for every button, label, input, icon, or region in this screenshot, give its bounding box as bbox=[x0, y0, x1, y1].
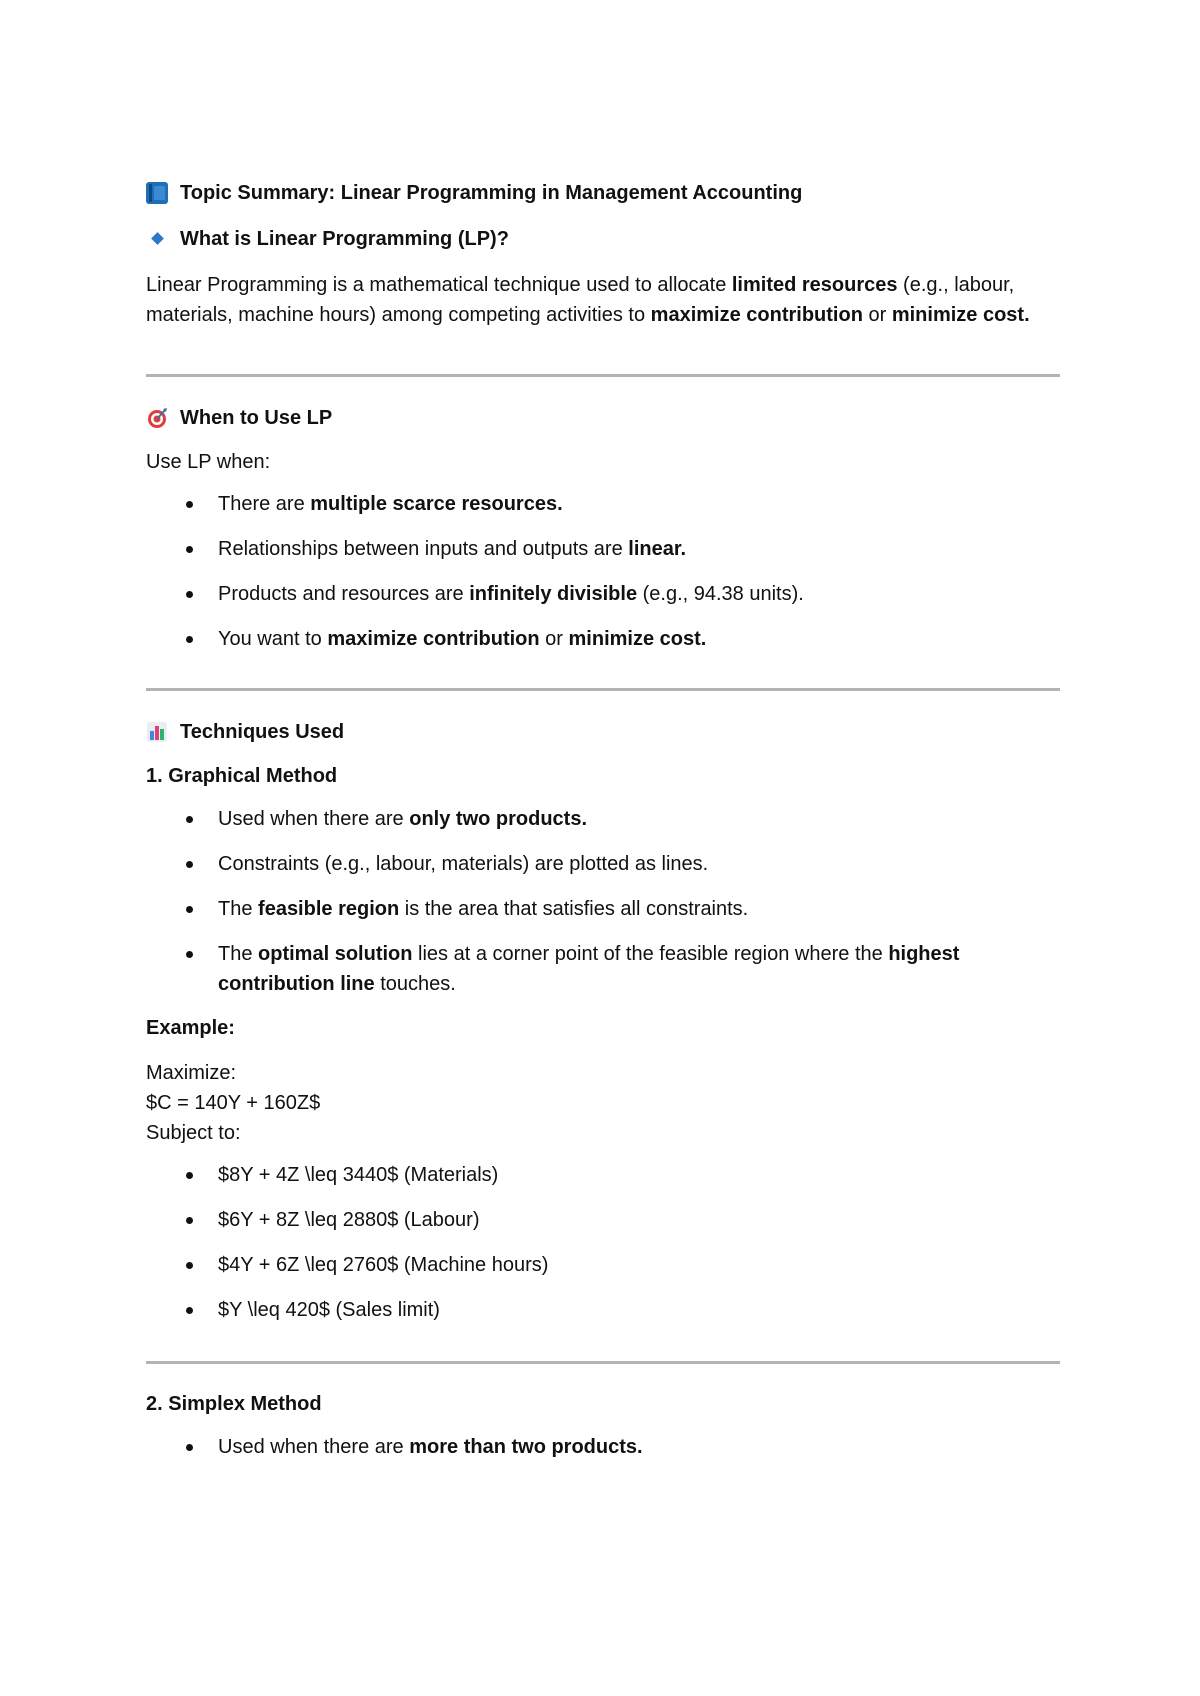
constraint-item bbox=[146, 1205, 1060, 1235]
constraint-text: $Y \leq 420$ (Sales limit) bbox=[218, 1299, 440, 1321]
what-is-heading bbox=[146, 224, 1060, 254]
list-item bbox=[146, 624, 1060, 654]
item-bold: feasible region bbox=[258, 898, 400, 920]
list-item bbox=[146, 804, 1060, 834]
list-item bbox=[146, 1432, 1060, 1462]
list-item bbox=[146, 489, 1060, 519]
title-text: Topic Summary: Linear Programming in Management Accounting bbox=[180, 182, 803, 204]
item-bold: linear. bbox=[628, 538, 687, 560]
when-heading bbox=[146, 403, 1060, 433]
section-divider bbox=[146, 1361, 1060, 1364]
item-text-mid: lies at a corner point of the feasible region where the bbox=[412, 943, 889, 965]
item-bold: maximize contribution bbox=[327, 628, 540, 650]
bullet-dot bbox=[186, 1307, 193, 1314]
diamond-icon bbox=[146, 228, 168, 250]
bullet-dot bbox=[186, 861, 193, 868]
constraint-item bbox=[146, 1295, 1060, 1325]
item-text: The bbox=[218, 898, 259, 920]
what-is-text-2: (e.g., labour, materials, machine hours) among competing activities to bbox=[146, 274, 1015, 326]
bullet-dot bbox=[186, 591, 193, 598]
bullet-dot bbox=[186, 816, 193, 823]
list-item bbox=[146, 534, 1060, 564]
bullet-dot bbox=[186, 636, 193, 643]
bullet-dot bbox=[186, 906, 193, 913]
item-text: Constraints (e.g., labour, materials) are plotted as lines. bbox=[218, 853, 709, 875]
item-bold: multiple scarce resources. bbox=[310, 493, 563, 515]
graphical-heading-text: 1. Graphical Method bbox=[146, 765, 338, 787]
item-bold: optimal solution bbox=[258, 943, 413, 965]
bullet-dot bbox=[186, 1172, 193, 1179]
example-label: Example: bbox=[146, 1017, 235, 1039]
maximize-label: Maximize: bbox=[146, 1062, 237, 1084]
item-text: Used when there are bbox=[218, 808, 410, 830]
simplex-heading-text: 2. Simplex Method bbox=[146, 1393, 322, 1415]
item-text: There are bbox=[218, 493, 311, 515]
constraint-text: $6Y + 8Z \leq 2880$ (Labour) bbox=[218, 1209, 480, 1231]
techniques-heading bbox=[146, 717, 1060, 747]
section-divider bbox=[146, 374, 1060, 377]
item-text: Relationships between inputs and outputs are bbox=[218, 538, 629, 560]
list-item bbox=[146, 849, 1060, 879]
when-heading-text: When to Use LP bbox=[180, 407, 333, 429]
what-is-paragraph bbox=[146, 270, 1060, 330]
bullet-dot bbox=[186, 951, 193, 958]
item-text-post: is the area that satisfies all constraints. bbox=[399, 898, 749, 920]
bullet-dot bbox=[186, 1262, 193, 1269]
list-item bbox=[146, 579, 1060, 609]
objective-function: $C = 140Y + 160Z$ bbox=[146, 1092, 321, 1114]
constraint-item bbox=[146, 1250, 1060, 1280]
section-divider bbox=[146, 688, 1060, 691]
bullet-dot bbox=[186, 546, 193, 553]
chart-icon bbox=[146, 721, 168, 743]
bullet-dot bbox=[186, 501, 193, 508]
item-bold: only two products. bbox=[409, 808, 588, 830]
list-item bbox=[146, 894, 1060, 924]
item-text: The bbox=[218, 943, 259, 965]
target-icon bbox=[146, 407, 168, 429]
document-page bbox=[146, 178, 1060, 1462]
list-item bbox=[146, 939, 1060, 999]
item-text-mid: or bbox=[539, 628, 569, 650]
constraint-text: $4Y + 6Z \leq 2760$ (Machine hours) bbox=[218, 1254, 549, 1276]
when-intro: Use LP when: bbox=[146, 451, 271, 473]
what-is-bold-2: maximize contribution bbox=[650, 304, 863, 326]
item-bold: infinitely divisible bbox=[469, 583, 638, 605]
document-title bbox=[146, 178, 1060, 208]
techniques-heading-text: Techniques Used bbox=[180, 721, 345, 743]
item-bold-2: highest contribution line bbox=[218, 943, 960, 995]
simplex-list bbox=[146, 1432, 1060, 1462]
graphical-list bbox=[146, 804, 1060, 999]
what-is-heading-text: What is Linear Programming (LP)? bbox=[180, 228, 509, 250]
book-icon bbox=[146, 182, 168, 204]
constraint-text: $8Y + 4Z \leq 3440$ (Materials) bbox=[218, 1164, 499, 1186]
item-text-post: (e.g., 94.38 units). bbox=[637, 583, 804, 605]
item-bold: more than two products. bbox=[409, 1436, 643, 1458]
item-text: Used when there are bbox=[218, 1436, 410, 1458]
bullet-dot bbox=[186, 1444, 193, 1451]
example-block bbox=[146, 1058, 1060, 1148]
what-is-text-1: Linear Programming is a mathematical technique used to allocate bbox=[146, 274, 732, 296]
item-text: Products and resources are bbox=[218, 583, 470, 605]
subject-to-label: Subject to: bbox=[146, 1122, 241, 1144]
bullet-dot bbox=[186, 1217, 193, 1224]
item-text: You want to bbox=[218, 628, 328, 650]
what-is-bold-1: limited resources bbox=[731, 274, 898, 296]
graphical-heading bbox=[146, 761, 1060, 791]
item-bold-2: minimize cost. bbox=[568, 628, 707, 650]
constraint-item bbox=[146, 1160, 1060, 1190]
constraint-list bbox=[146, 1160, 1060, 1325]
item-text-post: touches. bbox=[374, 973, 456, 995]
simplex-heading bbox=[146, 1389, 1060, 1419]
when-list bbox=[146, 489, 1060, 654]
what-is-text-3: or bbox=[862, 304, 892, 326]
what-is-bold-3: minimize cost. bbox=[891, 304, 1030, 326]
